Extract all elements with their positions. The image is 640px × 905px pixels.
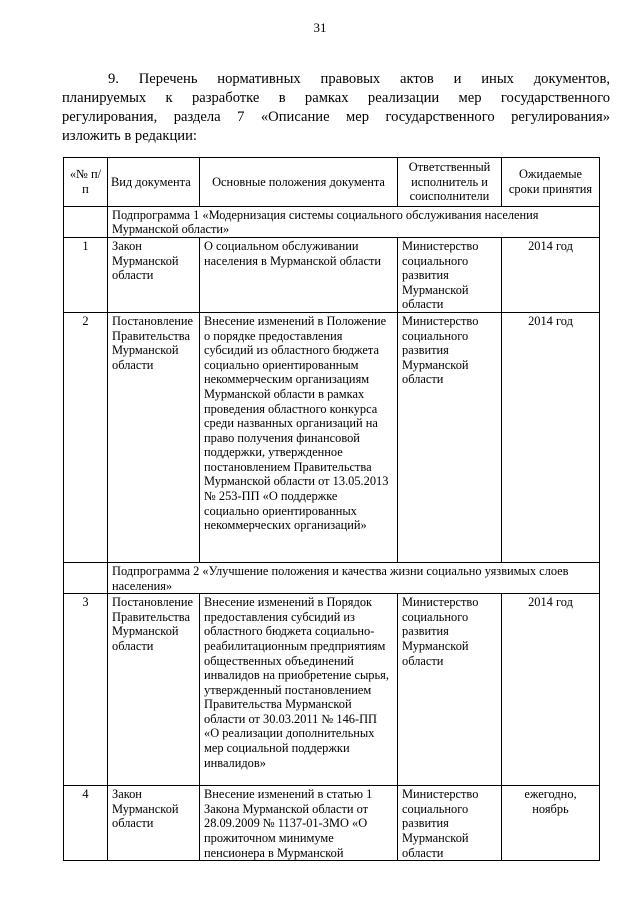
header-responsible: Ответственный исполнитель и соисполнители [398, 158, 502, 207]
subprogram-2-title: Подпрограмма 2 «Улучшение положения и качества жизни социально уязвимых слоев населения» [108, 562, 600, 593]
row-type: Постановление Правительства Мурманской области [108, 312, 200, 562]
subprogram-spacer [64, 562, 108, 593]
intro-line-4: изложить в редакции: [62, 128, 197, 144]
table-header-row [64, 158, 600, 207]
header-num: «№ п/п [64, 158, 108, 207]
row-type: Постановление Правительства Мурманской области [108, 594, 200, 786]
row-date: 2014 год [502, 237, 600, 312]
intro-line-3: регулирования, раздела 7 «Описание мер государственного регулирования» [62, 109, 610, 125]
subprogram-1-title: Подпрограмма 1 «Модернизация системы социального обслуживания населения Мурманской области» [108, 206, 600, 237]
row-responsible: Министерство социального развития Мурманской области [398, 786, 502, 861]
row-date: 2014 год [502, 594, 600, 786]
subprogram-spacer [64, 206, 108, 237]
row-responsible: Министерство социального развития Мурманской области [398, 237, 502, 312]
row-content: Внесение изменений в Порядок предоставления субсидий из областного бюджета социально-реабилитационным предприятиям общественных объединений инвалидов на приобретение сырья, утвержденный постановлением Правительства Мурманской области от 30.03.2011 № 146-ПП «О реализации дополнительных мер социальной поддержки инвалидов» [200, 594, 398, 786]
row-num: 2 [64, 312, 108, 562]
header-type: Вид документа [108, 158, 200, 207]
subprogram-row [64, 562, 600, 593]
intro-paragraph [62, 70, 610, 146]
header-dates: Ожидаемые сроки принятия [502, 158, 600, 207]
row-responsible: Министерство социального развития Мурманской области [398, 594, 502, 786]
intro-line-2: планируемых к разработке в рамках реализации мер государственного [62, 90, 610, 106]
row-responsible: Министерство социального развития Мурманской области [398, 312, 502, 562]
intro-line-1: 9. Перечень нормативных правовых актов и иных документов, [108, 71, 610, 87]
row-num: 3 [64, 594, 108, 786]
row-num: 4 [64, 786, 108, 861]
table-row [64, 312, 600, 562]
documents-table [63, 157, 600, 861]
row-type: Закон Мурманской области [108, 786, 200, 861]
subprogram-row [64, 206, 600, 237]
row-content: Внесение изменений в статью 1 Закона Мурманской области от 28.09.2009 № 1137-01-ЗМО «О прожиточном минимуме пенсионера в Мурманской [200, 786, 398, 861]
table-row [64, 786, 600, 861]
row-content: О социальном обслуживании населения в Мурманской области [200, 237, 398, 312]
row-num: 1 [64, 237, 108, 312]
header-content: Основные положения документа [200, 158, 398, 207]
page-number: 31 [313, 20, 327, 35]
row-date: 2014 год [502, 312, 600, 562]
table-row [64, 237, 600, 312]
table-row [64, 594, 600, 786]
row-content: Внесение изменений в Положение о порядке предоставления субсидий из областного бюджета социально ориентированным некоммерческим организациям Мурманской области в рамках проведения областного конкурса среди названных организаций на право получения финансовой поддержки, утвержденное постановлением Правительства Мурманской области от 13.05.2013 № 253-ПП «О поддержке социально ориентированных некоммерческих организаций» [200, 312, 398, 562]
row-date: ежегодно, ноябрь [502, 786, 600, 861]
row-type: Закон Мурманской области [108, 237, 200, 312]
